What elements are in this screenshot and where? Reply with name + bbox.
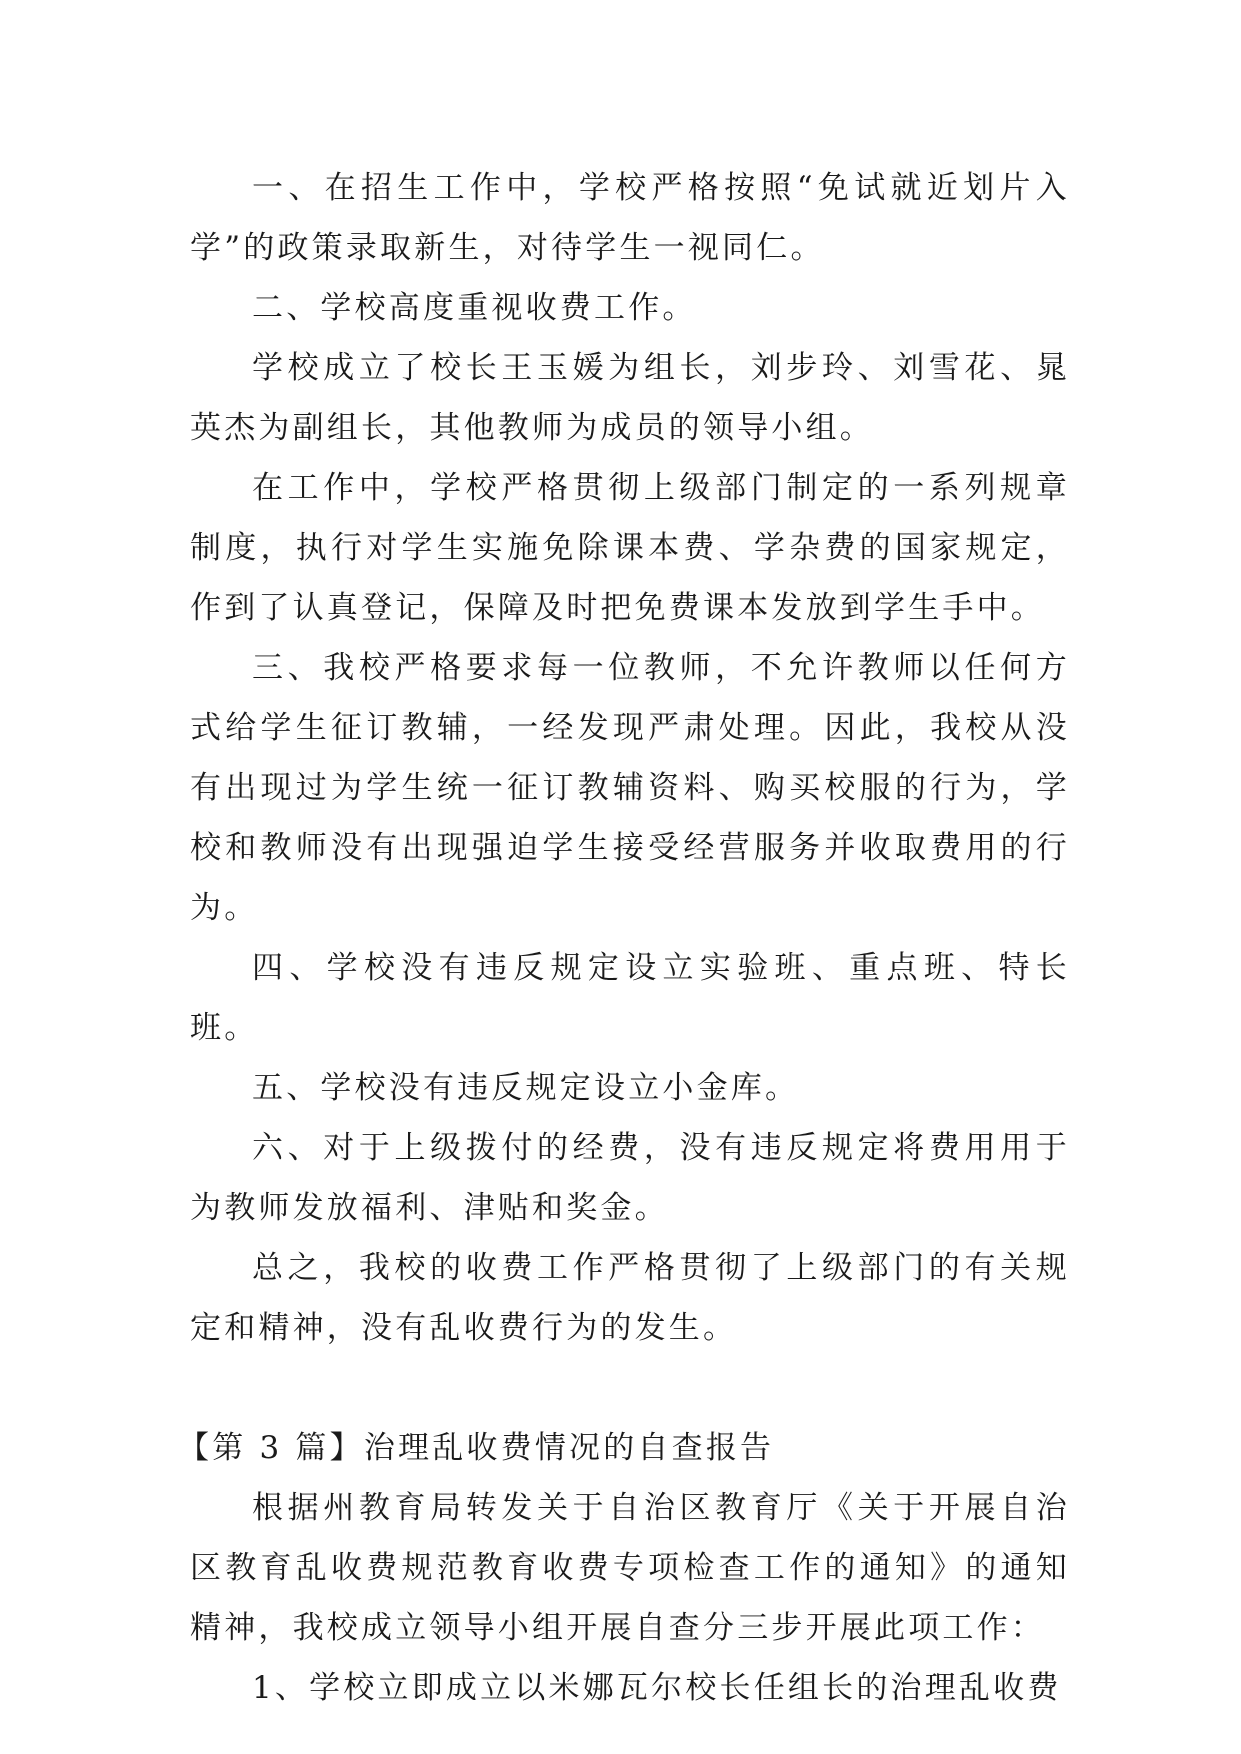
paragraph-7: 五、学校没有违反规定设立小金库。 — [252, 1070, 800, 1106]
paragraph-3: 学校成立了校长王玉媛为组长，刘步玲、刘雪花、晁英杰为副组长，其他教师为成员的领导小组。 — [190, 350, 1070, 446]
paragraph-5: 三、我校严格要求每一位教师，不允许教师以任何方式给学生征订教辅，一经发现严肃处理。因此，我校从没有出现过为学生统一征订教辅资料、购买校服的行为，学校和教师没有出现强迫学生接受经营服务并收取费用的行为。 — [190, 650, 1070, 926]
paragraph-6: 四、学校没有违反规定设立实验班、重点班、特长班。 — [190, 950, 1070, 1046]
paragraph-10: 根据州教育局转发关于自治区教育厅《关于开展自治区教育乱收费规范教育收费专项检查工作的通知》的通知精神，我校成立领导小组开展自查分三步开展此项工作： — [190, 1490, 1070, 1646]
section-heading: 【第 3 篇】治理乱收费情况的自查报告 — [178, 1430, 775, 1466]
paragraph-11: 1、学校立即成立以米娜瓦尔校长任组长的治理乱收费 — [252, 1670, 1062, 1706]
document-body — [178, 158, 1070, 1718]
paragraph-8: 六、对于上级拨付的经费，没有违反规定将费用用于为教师发放福利、津贴和奖金。 — [190, 1130, 1070, 1226]
paragraph-2: 二、学校高度重视收费工作。 — [252, 290, 697, 326]
paragraph-4: 在工作中，学校严格贯彻上级部门制定的一系列规章制度，执行对学生实施免除课本费、学杂费的国家规定，作到了认真登记，保障及时把免费课本发放到学生手中。 — [190, 470, 1070, 626]
section-gap — [190, 1358, 1070, 1418]
paragraph-1: 一、在招生工作中，学校严格按照“免试就近划片入学”的政策录取新生，对待学生一视同仁。 — [190, 170, 1070, 266]
paragraph-9: 总之，我校的收费工作严格贯彻了上级部门的有关规定和精神，没有乱收费行为的发生。 — [190, 1250, 1070, 1346]
